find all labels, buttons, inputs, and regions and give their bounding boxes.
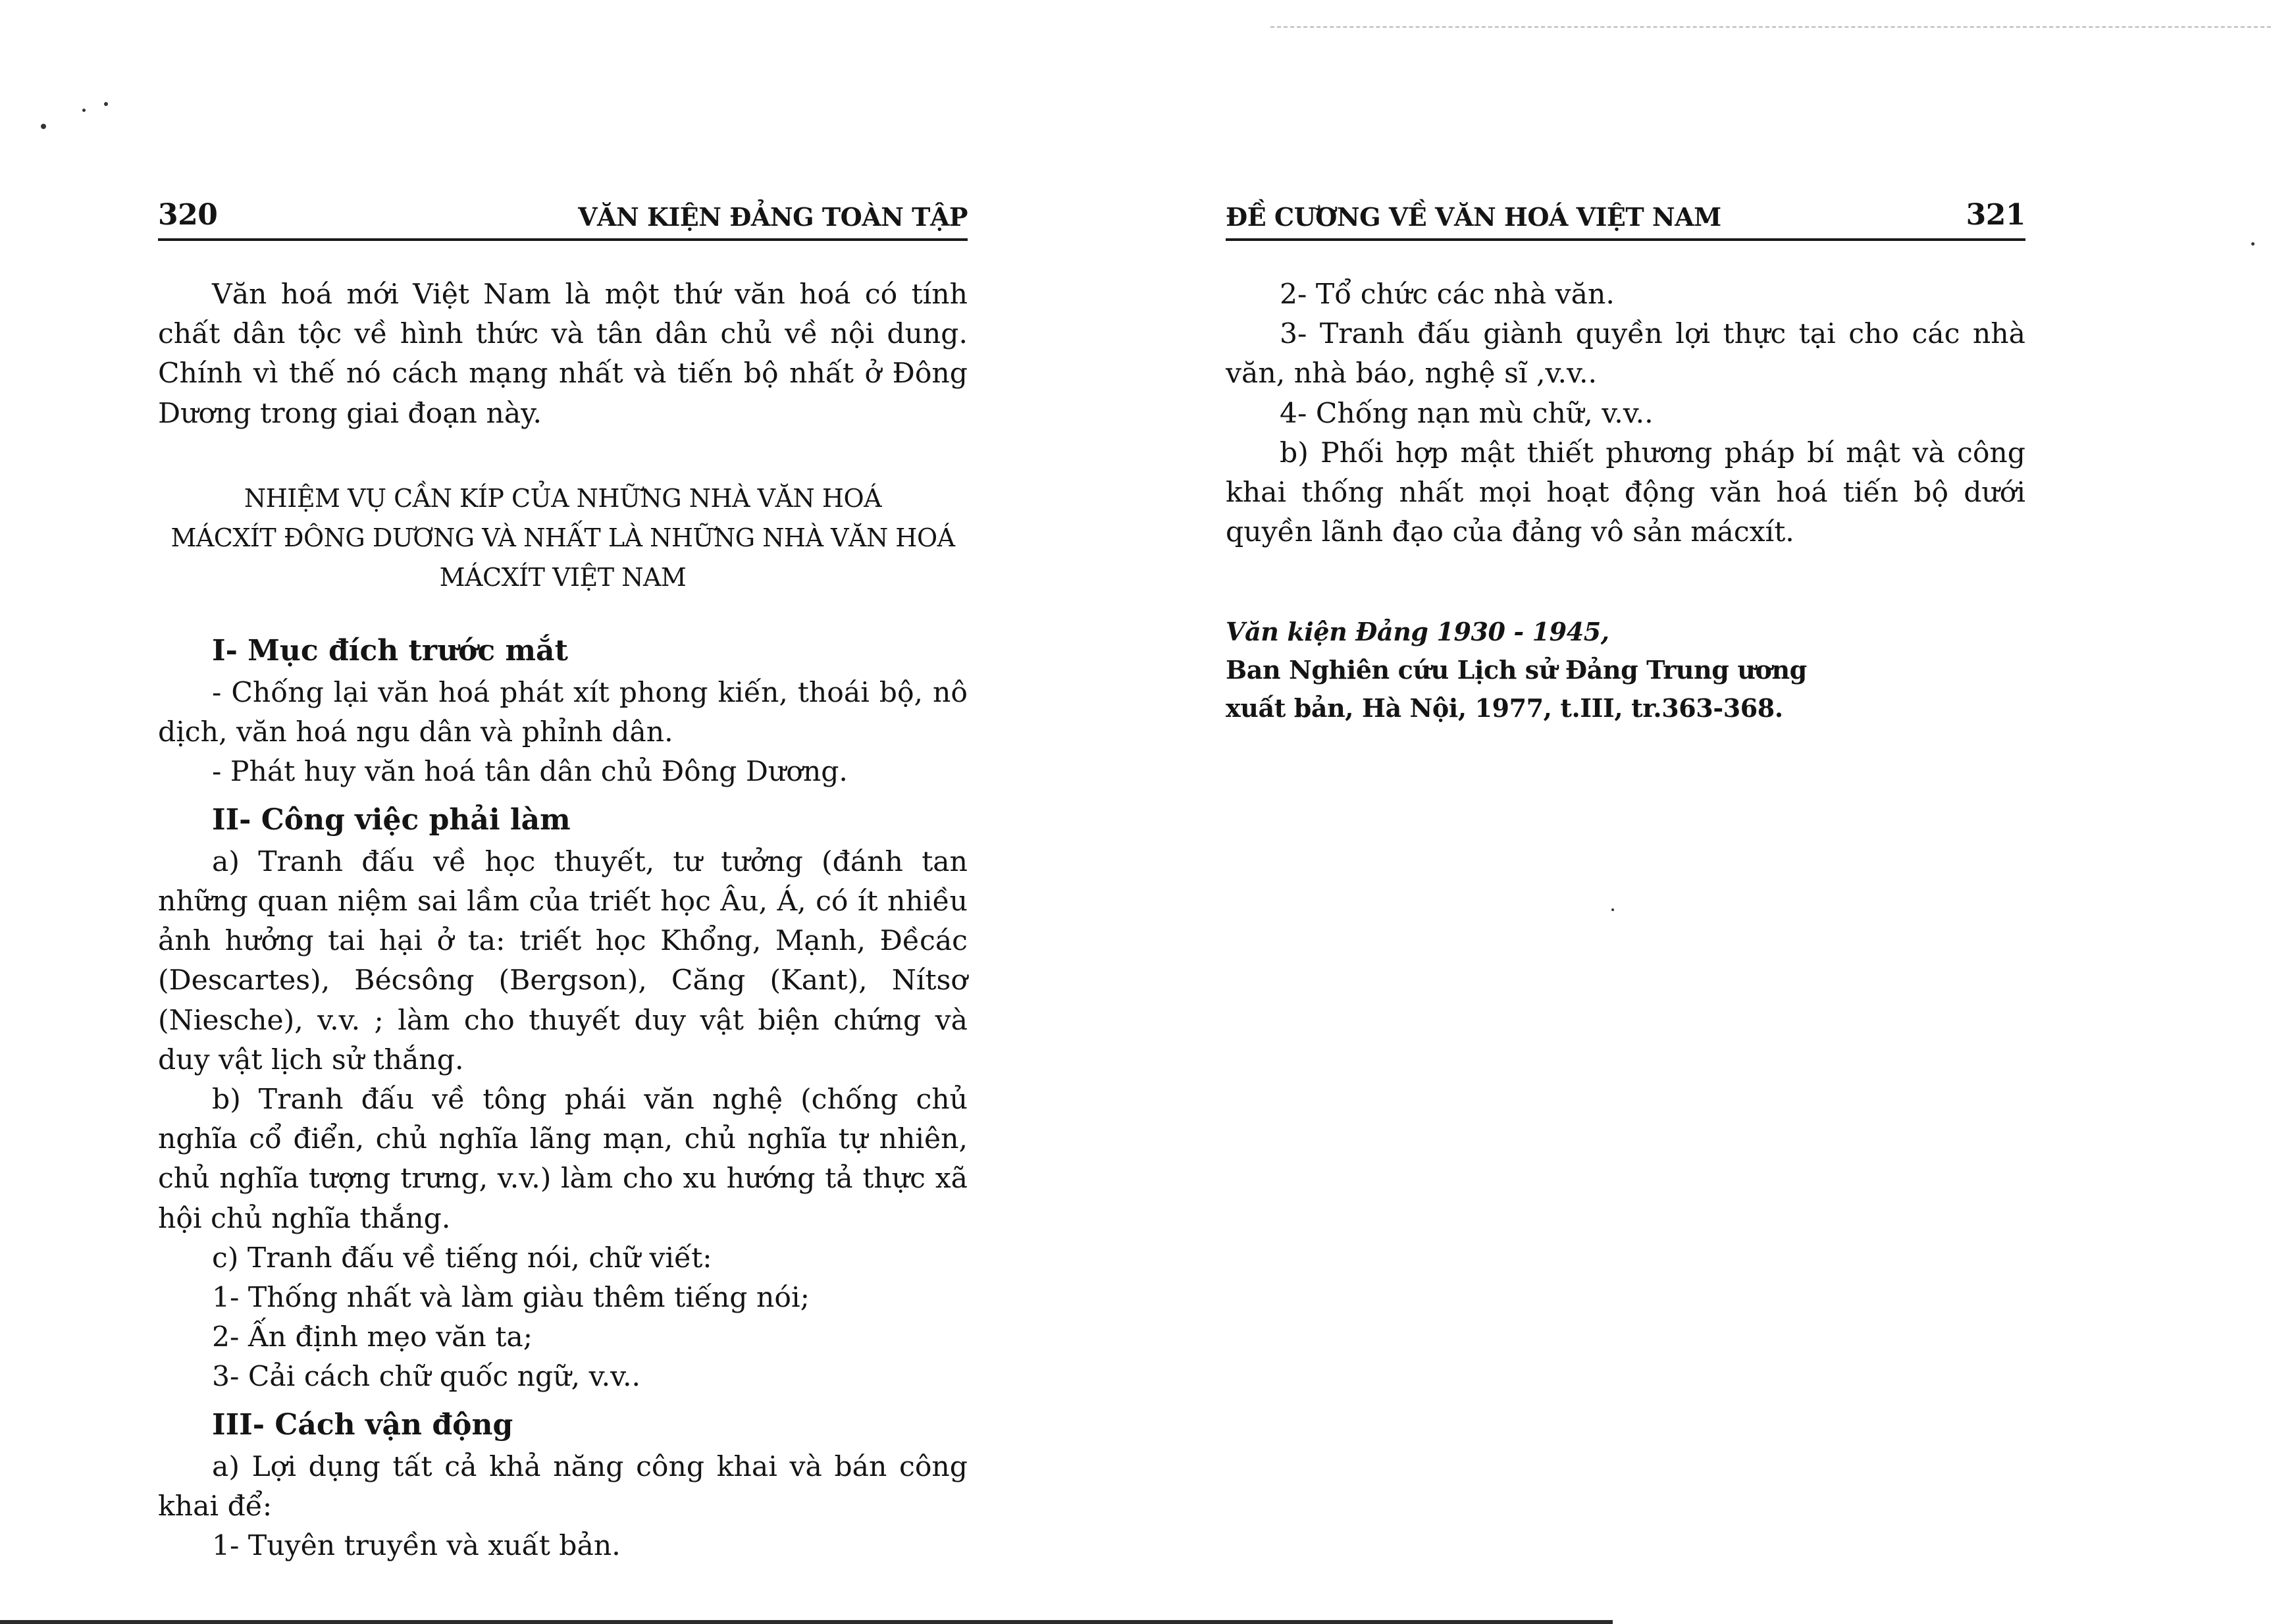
list-item: - Chống lại văn hoá phát xít phong kiến, thoái bộ, nô dịch, văn hoá ngu dân và phỉnh dân. bbox=[158, 677, 968, 749]
list-item: - Phát huy văn hoá tân dân chủ Đông Dương. bbox=[212, 756, 848, 789]
list-item: 2- Ấn định mẹo văn ta; bbox=[212, 1321, 533, 1354]
right-page bbox=[1226, 197, 2025, 727]
paragraph: c) Tranh đấu về tiếng nói, chữ viết: bbox=[212, 1242, 712, 1274]
running-title: ĐỀ CƯƠNG VỀ VĂN HOÁ VIỆT NAM bbox=[1226, 202, 1721, 232]
left-page bbox=[158, 197, 968, 1566]
heading-line: NHIỆM VỤ CẦN KÍP CỦA NHỮNG NHÀ VĂN HOÁ bbox=[244, 483, 882, 513]
heading-line: MÁCXÍT ĐÔNG DƯƠNG VÀ NHẤT LÀ NHỮNG NHÀ VĂN HOÁ bbox=[170, 523, 955, 552]
paragraph: a) Lợi dụng tất cả khả năng công khai và bán công khai để: bbox=[158, 1450, 968, 1523]
list-item: 3- Cải cách chữ quốc ngữ, v.v.. bbox=[212, 1361, 641, 1394]
source-publisher: Ban Nghiên cứu Lịch sử Đảng Trung ương bbox=[1226, 655, 1807, 685]
subsection-title: II- Công việc phải làm bbox=[212, 802, 571, 837]
list-item: 4- Chống nạn mù chữ, v.v.. bbox=[1280, 397, 1654, 430]
list-item: 2- Tổ chức các nhà văn. bbox=[1280, 278, 1615, 311]
page-number: 320 bbox=[158, 198, 218, 232]
running-title: VĂN KIỆN ĐẢNG TOÀN TẬP bbox=[578, 202, 968, 232]
list-item: 3- Tranh đấu giành quyền lợi thực tại cho các nhà văn, nhà báo, nghệ sĩ ,v.v.. bbox=[1226, 318, 2025, 390]
scan-speck bbox=[82, 109, 86, 112]
scan-speck bbox=[41, 124, 46, 129]
page-number: 321 bbox=[1966, 198, 2025, 232]
intro-paragraph: Văn hoá mới Việt Nam là một thứ văn hoá có tính chất dân tộc về hình thức và tân dân chủ về nội dung. Chính vì thế nó cách mạng nhất và tiến bộ nhất ở Đông Dương trong giai đoạn này. bbox=[158, 278, 968, 430]
subsection-title: I- Mục đích trước mắt bbox=[212, 633, 568, 668]
page-body bbox=[158, 275, 968, 1566]
paragraph: b) Tranh đấu về tông phái văn nghệ (chống chủ nghĩa cổ điển, chủ nghĩa lãng mạn, chủ nghĩa tự nhiên, chủ nghĩa tượng trưng, v.v.) làm cho xu hướng tả thực xã hội chủ nghĩa thắng. bbox=[158, 1084, 968, 1235]
paragraph: b) Phối hợp mật thiết phương pháp bí mật và công khai thống nhất mọi hoạt động văn hoá tiến bộ dưới quyền lãnh đạo của đảng vô sản mácxít. bbox=[1226, 436, 2025, 549]
source-title: Văn kiện Đảng 1930 - 1945, bbox=[1226, 617, 1609, 647]
running-head bbox=[158, 197, 968, 241]
paragraph: a) Tranh đấu về học thuyết, tư tưởng (đánh tan những quan niệm sai lầm của triết học Âu, Á, có ít nhiều ảnh hưởng tai hại ở ta: triết học Khổng, Mạnh, Đềcác (Descartes), Bécsông (Bergson), Căng (Kant), Nítsơ (Niesche), v.v. ; làm cho thuyết duy vật biện chứng và duy vật lịch sử thắng. bbox=[158, 845, 968, 1076]
scan-artifact-line bbox=[1270, 26, 2271, 28]
scan-speck bbox=[1611, 908, 1614, 911]
source-details: xuất bản, Hà Nội, 1977, t.III, tr.363-368. bbox=[1226, 693, 1783, 723]
heading-line: MÁCXÍT VIỆT NAM bbox=[439, 562, 687, 592]
page-body bbox=[1226, 275, 2025, 727]
scan-bottom-edge bbox=[0, 1620, 1613, 1624]
subsection-title: III- Cách vận động bbox=[212, 1407, 513, 1442]
scan-speck bbox=[104, 102, 108, 106]
section-heading bbox=[158, 479, 968, 597]
running-head bbox=[1226, 197, 2025, 241]
source-citation bbox=[1226, 613, 2025, 727]
list-item: 1- Thống nhất và làm giàu thêm tiếng nói; bbox=[212, 1282, 810, 1315]
scan-speck bbox=[2251, 242, 2255, 246]
list-item: 1- Tuyên truyền và xuất bản. bbox=[212, 1530, 621, 1563]
